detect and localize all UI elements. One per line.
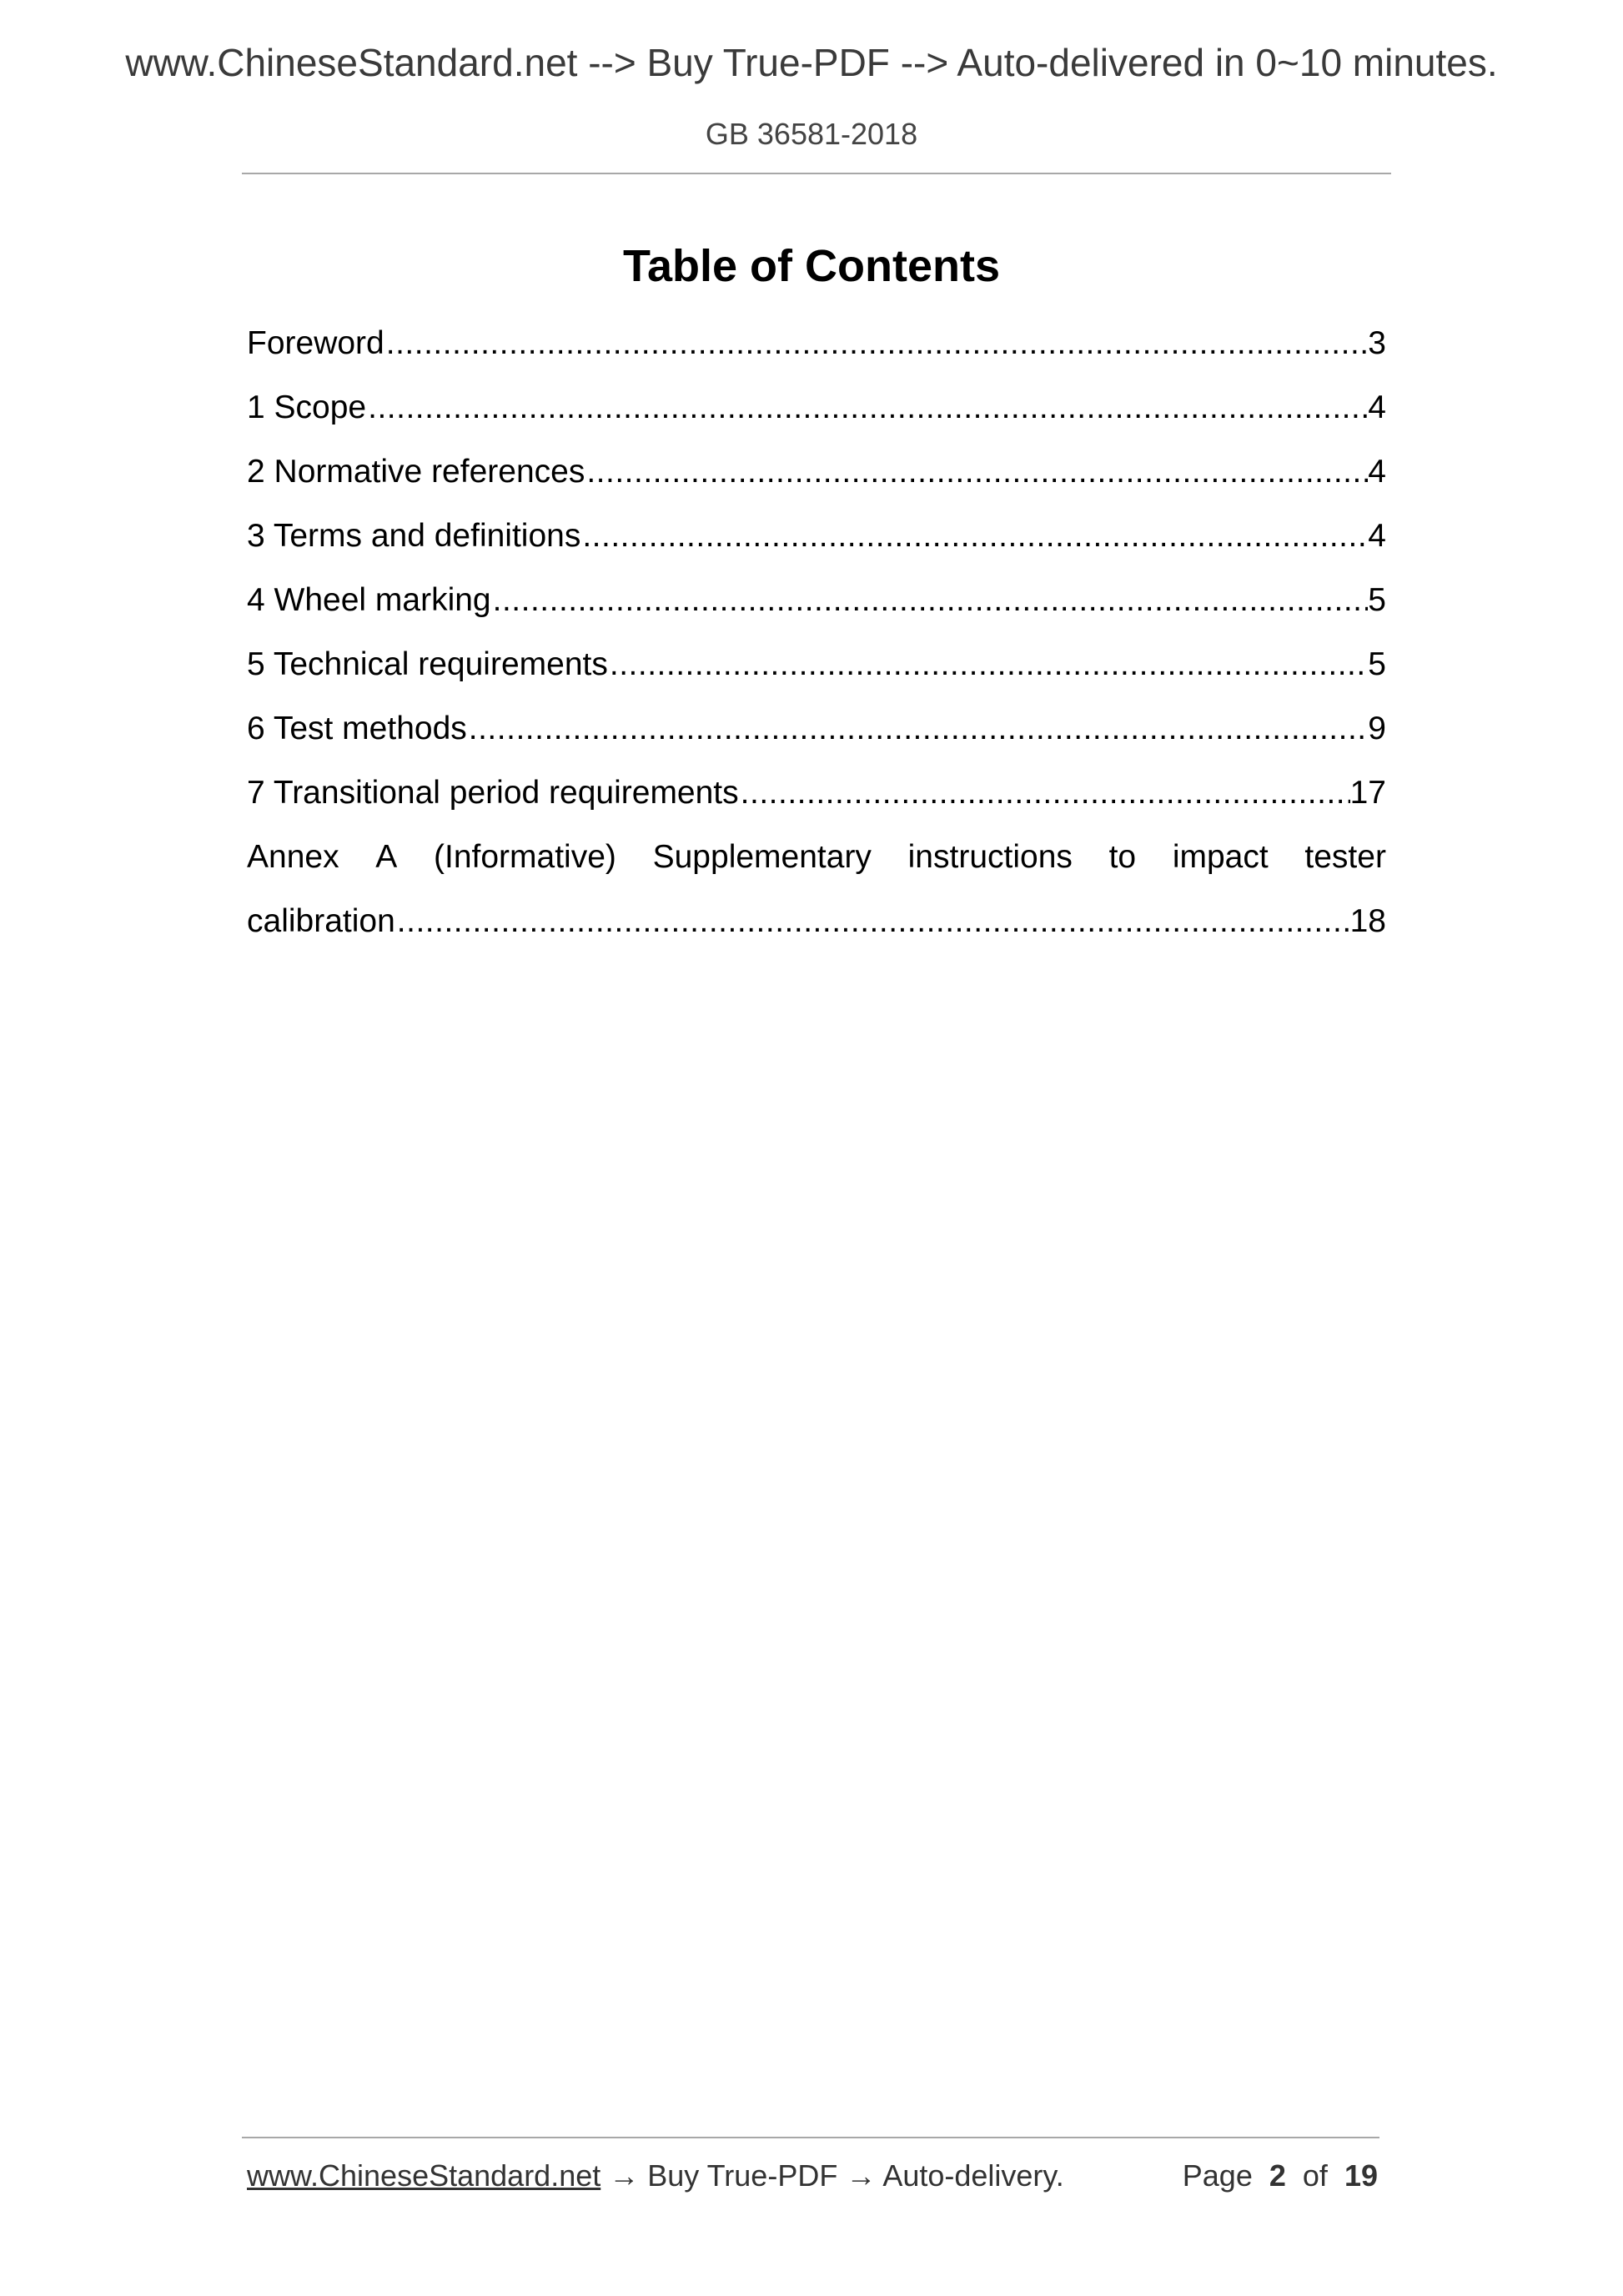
top-banner: www.ChineseStandard.net --> Buy True-PDF --> Auto-delivered in 0~10 minutes. — [125, 41, 1498, 84]
toc-entry-page: 18 — [1349, 903, 1386, 939]
toc-dot-leader — [608, 640, 1368, 690]
toc-entry-transitional-period[interactable] — [247, 768, 1386, 832]
toc-dot-leader — [395, 897, 1350, 947]
page-separator: of — [1302, 2158, 1328, 2193]
toc-entry-label: 5 Technical requirements — [247, 646, 608, 682]
toc-entry-page: 5 — [1368, 646, 1386, 682]
toc-entry-label: 6 Test methods — [247, 711, 467, 746]
toc-dot-leader — [491, 575, 1369, 625]
toc-entry-normative-references[interactable] — [247, 447, 1386, 511]
toc-entry-foreword[interactable] — [247, 319, 1386, 383]
toc-entry-technical-requirements[interactable] — [247, 640, 1386, 704]
toc-dot-leader — [580, 511, 1368, 561]
page-current: 2 — [1269, 2158, 1286, 2193]
toc-entry-annex-a[interactable] — [247, 832, 1386, 897]
toc-entry-label: Foreword — [247, 325, 384, 361]
toc-entry-label: calibration — [247, 903, 395, 939]
toc-entry-label: 1 Scope — [247, 389, 367, 425]
toc-entry-scope[interactable] — [247, 383, 1386, 447]
page-total: 19 — [1344, 2158, 1378, 2193]
toc-entry-label: 3 Terms and definitions — [247, 518, 581, 554]
toc-entry-wheel-marking[interactable] — [247, 575, 1386, 640]
toc-entry-page: 4 — [1368, 454, 1386, 490]
footer-promo — [247, 2158, 1064, 2193]
toc-entry-test-methods[interactable] — [247, 704, 1386, 768]
toc-entry-annex-a-continued[interactable] — [247, 897, 1386, 961]
toc-entry-label: 4 Wheel marking — [247, 582, 491, 618]
header-divider — [242, 173, 1391, 174]
page-prefix: Page — [1182, 2158, 1253, 2193]
toc-entry-label: 7 Transitional period requirements — [247, 775, 739, 811]
toc-annex-word: A — [375, 839, 398, 875]
footer-site-link[interactable]: www.ChineseStandard.net — [247, 2158, 601, 2193]
toc-annex-word: impact — [1172, 839, 1269, 875]
toc-dot-leader — [739, 768, 1350, 818]
toc-entry-page: 9 — [1368, 711, 1386, 746]
toc-title: Table of Contents — [623, 241, 1000, 291]
toc-entry-page: 17 — [1349, 775, 1386, 811]
toc-annex-word: tester — [1304, 839, 1386, 875]
toc-entry-page: 3 — [1368, 325, 1386, 361]
toc-annex-word: Supplementary — [652, 839, 872, 875]
toc-entry-page: 4 — [1368, 389, 1386, 425]
toc-annex-word: (Informative) — [434, 839, 616, 875]
page-number — [1183, 2158, 1378, 2193]
table-of-contents — [247, 319, 1386, 961]
toc-dot-leader — [467, 704, 1369, 754]
toc-dot-leader — [366, 383, 1368, 433]
document-id: GB 36581-2018 — [705, 117, 918, 151]
toc-annex-word: Annex — [247, 839, 339, 875]
footer-divider — [242, 2137, 1379, 2138]
toc-entry-terms-and-definitions[interactable] — [247, 511, 1386, 575]
toc-annex-word: to — [1108, 839, 1137, 875]
toc-dot-leader — [384, 319, 1369, 369]
toc-annex-word: instructions — [907, 839, 1073, 875]
toc-entry-page: 5 — [1368, 582, 1386, 618]
toc-entry-page: 4 — [1368, 518, 1386, 554]
footer-promo-text: → Buy True-PDF → Auto-delivery. — [600, 2158, 1064, 2193]
toc-entry-label: 2 Normative references — [247, 454, 585, 490]
toc-dot-leader — [585, 447, 1368, 497]
